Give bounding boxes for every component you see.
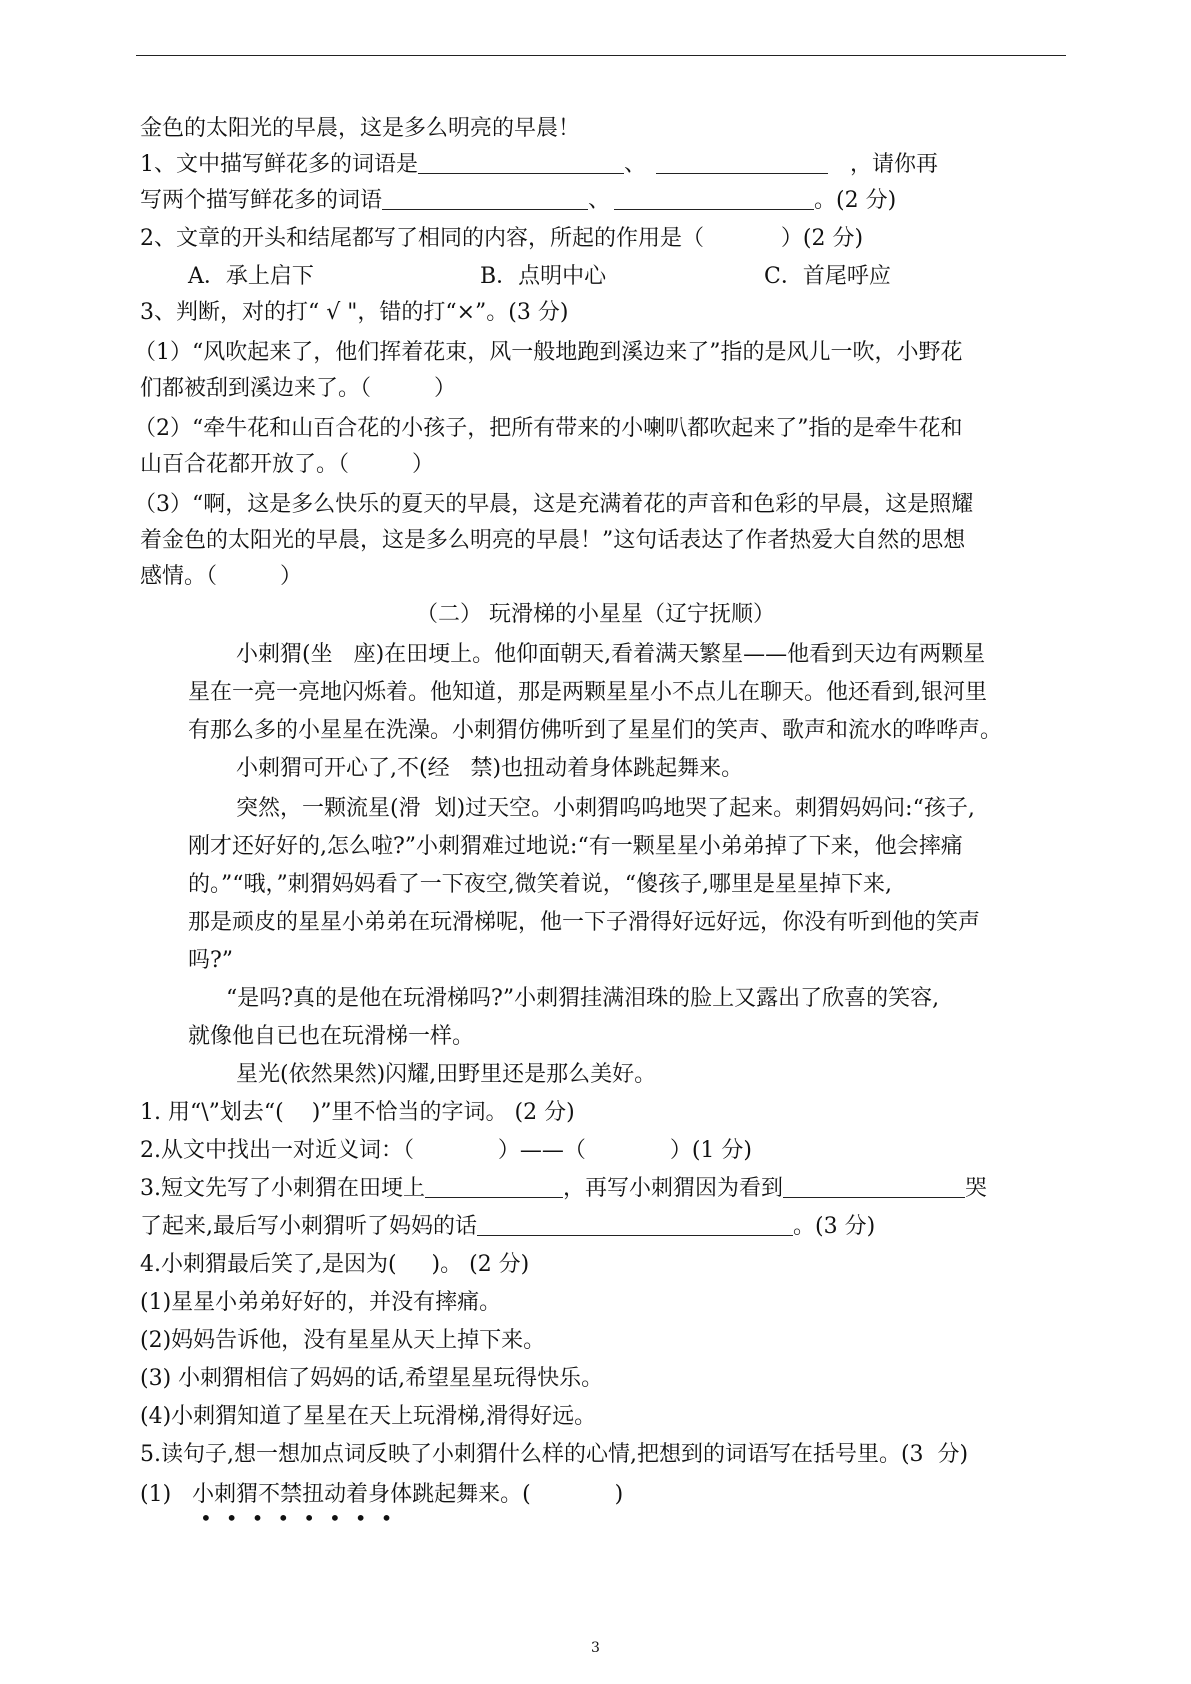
passage-title: （二） 玩滑梯的小星星（辽宁抚顺）: [416, 602, 775, 627]
question-4: 4.小刺猬最后笑了,是因为( )。 (2 分): [140, 1252, 530, 1277]
passage-line: 的。”“哦，”刺猬妈妈看了一下夜空,微笑着说，“傻孩子,哪里是星星掉下来,: [188, 872, 892, 897]
question-text: 了起来,最后写小刺猬听了妈妈的话: [140, 1214, 477, 1239]
passage-line: 星光(依然果然)闪耀,田野里还是那么美好。: [236, 1062, 657, 1087]
passage-line: 刚才还好好的,怎么啦?”小刺猬难过地说:“有一颗星星小弟弟掉了下来，他会摔痛: [188, 834, 963, 859]
judge-2-line-2: 山百合花都开放了。（ ）: [140, 452, 434, 477]
question-4-option-1: (1)星星小弟弟好好的，并没有摔痛。: [140, 1290, 502, 1315]
passage-line: 那是顽皮的星星小弟弟在玩滑梯呢，他一下子滑得好远好远，你没有听到他的笑声: [188, 910, 981, 935]
judge-1-line-1: （1）“风吹起来了，他们挥着花束，风一般地跑到溪边来了”指的是风儿一吹，小野花: [134, 340, 963, 365]
question-1-line: [140, 150, 938, 180]
passage-line: 有那么多的小星星在洗澡。小刺猬仿佛听到了星星们的笑声、歌声和流水的哗哗声。: [188, 718, 1003, 743]
question-5-sentence-1: (1) 小刺猬不禁扭动着身体跳起舞来。( ): [140, 1482, 624, 1507]
question-2: 2.从文中找出一对近义词：（ ）——（ ）(1 分): [140, 1138, 752, 1163]
judge-1-line-2: 们都被刮到溪边来了。（ ）: [140, 376, 456, 401]
question-4-option-2: (2)妈妈告诉他，没有星星从天上掉下来。: [140, 1328, 546, 1353]
passage-line: 星在一亮一亮地闪烁着。他知道，那是两颗星星小不点儿在聊天。他还看到,银河里: [188, 680, 987, 705]
question-5: 5.读句子,想一想加点词反映了小刺猬什么样的心情,把想到的词语写在括号里。(3 分): [140, 1442, 969, 1467]
text-line: 金色的太阳光的早晨，这是多么明亮的早晨！: [140, 116, 581, 141]
answer-blank[interactable]: [614, 187, 814, 210]
passage-line: 小刺猬(坐 座)在田埂上。他仰面朝天,看着满天繁星——他看到天边有两颗星: [236, 642, 986, 667]
judge-3-line-2: 着金色的太阳光的早晨，这是多么明亮的早晨！”这句话表达了作者热爱大自然的思想: [140, 528, 966, 553]
separator: 、: [624, 152, 647, 177]
question-text: ，再写小刺猬因为看到: [563, 1176, 784, 1201]
score-text: 。(2 分): [814, 188, 897, 213]
passage-line: “是吗?真的是他在玩滑梯吗?”小刺猬挂满泪珠的脸上又露出了欣喜的笑容,: [226, 986, 940, 1011]
question-4-option-3: (3) 小刺猬相信了妈妈的话,希望星星玩得快乐。: [140, 1366, 604, 1391]
question-3-line-2: [140, 1212, 875, 1242]
score-text: 。(3 分): [793, 1214, 876, 1239]
question-3: 3、判断，对的打“ √ "，错的打“×”。(3 分): [140, 300, 569, 325]
answer-blank[interactable]: [425, 1175, 563, 1198]
question-text: ，请你再: [850, 152, 939, 177]
question-2: 2、文章的开头和结尾都写了相同的内容，所起的作用是（ ）(2 分): [140, 226, 864, 251]
page-number: 3: [591, 1640, 600, 1656]
header-rule: [136, 55, 1066, 56]
passage-line: 吗?”: [188, 948, 234, 973]
option-b: B．点明中心: [480, 264, 607, 289]
judge-3-line-1: （3）“啊，这是多么快乐的夏天的早晨，这是充满着花的声音和色彩的早晨，这是照耀: [134, 492, 974, 517]
question-text: 哭: [965, 1176, 988, 1201]
emphasis-dots: ••••••••: [200, 1506, 407, 1530]
answer-blank[interactable]: [418, 151, 624, 174]
answer-blank[interactable]: [477, 1213, 793, 1236]
question-4-option-4: (4)小刺猬知道了星星在天上玩滑梯,滑得好远。: [140, 1404, 597, 1429]
question-text: 1、文中描写鲜花多的词语是: [140, 152, 418, 177]
option-c: C．首尾呼应: [764, 264, 891, 289]
judge-3-line-3: 感情。（ ）: [140, 564, 302, 589]
passage-line: 突然，一颗流星(滑 划)过天空。小刺猬呜呜地哭了起来。刺猬妈妈问:“孩子,: [236, 796, 975, 821]
question-3-line-1: [140, 1174, 987, 1204]
question-1: 1. 用“\”划去“( )”里不恰当的字词。 (2 分): [140, 1100, 575, 1125]
passage-line: 小刺猬可开心了,不(经 禁)也扭动着身体跳起舞来。: [236, 756, 744, 781]
answer-blank[interactable]: [783, 1175, 965, 1198]
option-a: A．承上启下: [188, 264, 314, 289]
answer-blank[interactable]: [382, 187, 588, 210]
question-text: 3.短文先写了小刺猬在田埂上: [140, 1176, 425, 1201]
answer-blank[interactable]: [656, 151, 828, 174]
separator: 、: [588, 188, 611, 213]
question-text: 写两个描写鲜花多的词语: [140, 188, 383, 213]
question-1-line-2: [140, 186, 896, 216]
passage-line: 就像他自已也在玩滑梯一样。: [188, 1024, 475, 1049]
judge-2-line-1: （2）“牵牛花和山百合花的小孩子，把所有带来的小喇叭都吹起来了”指的是牵牛花和: [134, 416, 963, 441]
